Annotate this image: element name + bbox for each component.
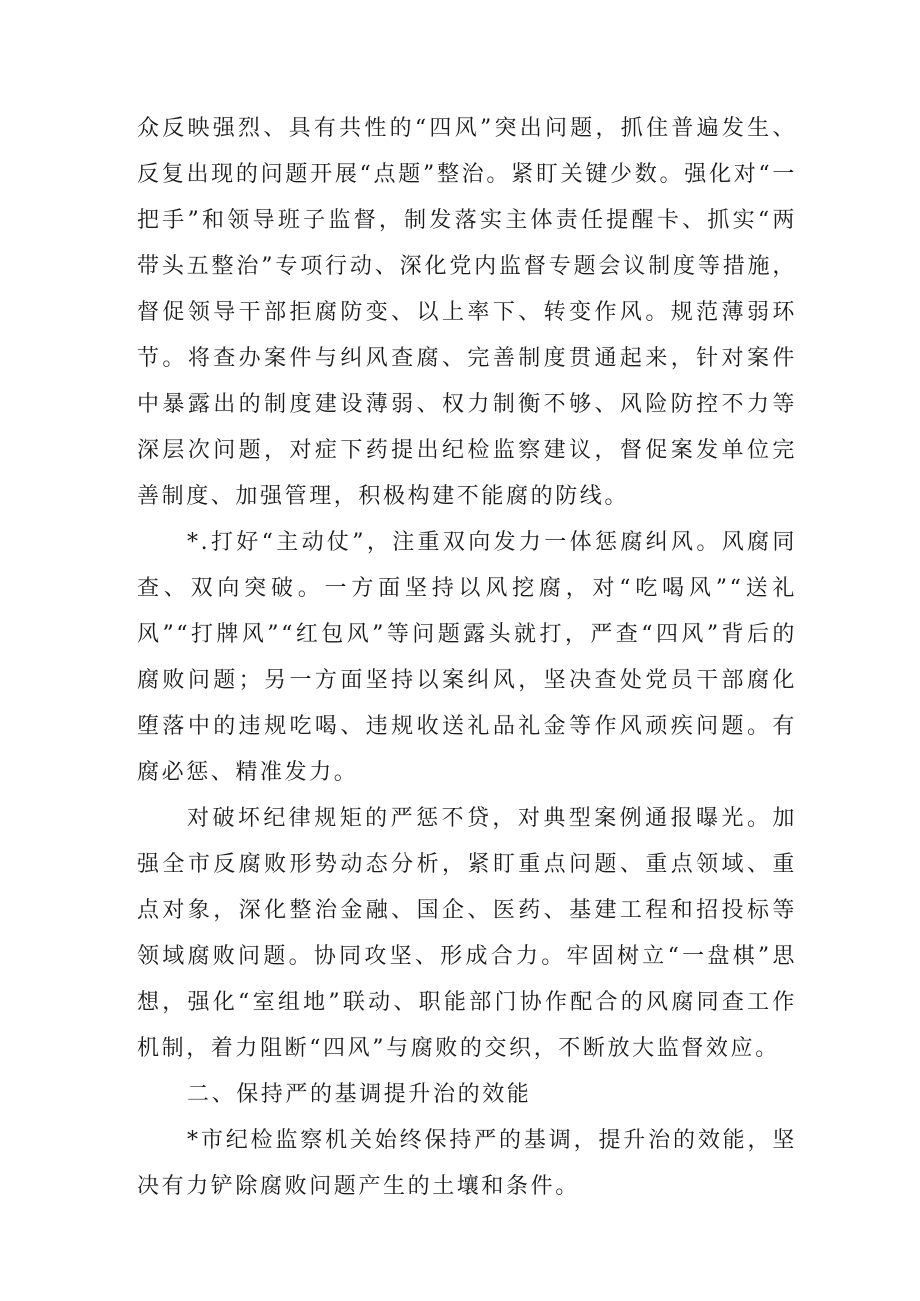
- paragraph-strict-punishment: 对破坏纪律规矩的严惩不贷，对典型案例通报曝光。加强全市反腐败形势动态分析，紧盯重点问题、重点领域、重点对象，深化整治金融、国企、医药、基建工程和招投标等领域腐败问题。协同攻坚、形成合力。牢固树立“一盘棋”思想，强化“室组地”联动、职能部门协作配合的风腐同查工作机制，着力阻断“四风”与腐败的交织，不断放大监督效应。: [137, 806, 797, 1061]
- paragraph-continuation: 众反映强烈、具有共性的“四风”突出问题，抓住普遍发生、反复出现的问题开展“点题”整治。紧盯关键少数。强化对“一把手”和领导班子监督，制发落实主体责任提醒卡、抓实“两带头五整治”专项行动、深化党内监督专题会议制度等措施，督促领导干部拒腐防变、以上率下、转变作风。规范薄弱环节。将查办案件与纠风查腐、完善制度贯通起来，针对案件中暴露出的制度建设薄弱、权力制衡不够、风险防控不力等深层次问题，对症下药提出纪检监察建议，督促案发单位完善制度、加强管理，积极构建不能腐的防线。: [137, 116, 797, 509]
- paragraph-proactive-battle: *.打好“主动仗”，注重双向发力一体惩腐纠风。风腐同查、双向突破。一方面坚持以风挖腐，对“吃喝风”“送礼风”“打牌风”“红包风”等问题露头就打，严查“四风”背后的腐败问题；另一方面坚持以案纠风，坚决查处党员干部腐化堕落中的违规吃喝、违规收送礼品礼金等作风顽疾问题。有腐必惩、精准发力。: [137, 530, 797, 785]
- document-body: [137, 106, 797, 1210]
- paragraph-section-intro: *市纪检监察机关始终保持严的基调，提升治的效能，坚决有力铲除腐败问题产生的土壤和条件。: [137, 1128, 797, 1199]
- section-heading: 二、保持严的基调提升治的效能: [187, 1082, 532, 1107]
